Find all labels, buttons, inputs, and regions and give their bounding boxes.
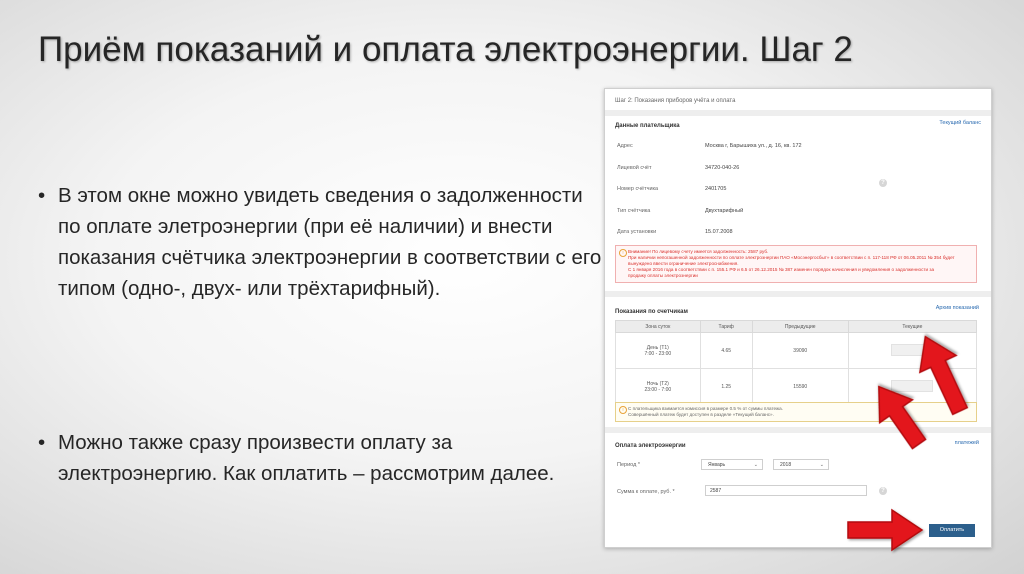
zone-time: 7:00 - 23:00 (644, 350, 672, 357)
payment-section-title: Оплата электроэнергии (615, 443, 686, 449)
bullet-text: В этом окне можно увидеть сведения о задолженности по оплате элетроэнергии (при её наличии) и внести показания счётчика электроэнергии в соответствии с его типом (одно-, двух- или трёхтарифный). (58, 184, 602, 300)
warning-line: С 1 января 2016 года в соответствии с п. 155.1 РФ и 6.5 от 26.12.2015 № 387 изменен порядок начисления и уведомления о задолженности за (628, 267, 935, 272)
bullet-dot: • (38, 431, 46, 454)
step-header: Шаг 2: Показания приборов учёта и оплата (615, 98, 736, 104)
address-value: Москва г, Барышиха ул., д. 16, кв. 172 (705, 143, 802, 149)
sum-label: Сумма к оплате, руб. * (617, 489, 675, 495)
install-date-label: Дата установки (617, 229, 657, 235)
current-balance-link[interactable]: Текущий баланс (939, 120, 981, 126)
address-label: Адрес (617, 143, 633, 149)
red-arrow-pay-icon (848, 510, 922, 550)
previous-reading-cell: 15590 (752, 369, 848, 405)
chevron-down-icon: ⌄ (819, 462, 824, 468)
column-header: Тариф (700, 321, 752, 333)
meters-section-title: Показания по счетчикам (615, 309, 688, 315)
meter-number-value: 2401705 (705, 186, 727, 192)
slide-title: Приём показаний и оплата электроэнергии. Шаг 2 (38, 30, 853, 69)
warning-line: Внимание! По лицевому счету имеется задолженность: 2587 руб. (628, 249, 769, 254)
sum-input[interactable]: 2587 (705, 485, 867, 496)
note-line: С плательщика взимается комиссия в размере 0.5 % от суммы платежа. (628, 406, 783, 411)
meter-type-label: Тип счётчика (617, 208, 651, 214)
month-value: Январь (708, 462, 726, 468)
account-value: 34720-040-26 (705, 165, 740, 171)
chevron-down-icon: ⌄ (753, 462, 758, 468)
tariff-cell: 4.65 (700, 333, 752, 369)
bullet-dot: • (38, 184, 46, 207)
payer-section-title: Данные плательщика (615, 123, 680, 129)
note-line: Совершённый платеж будет доступен в разделе «Текущий баланс». (628, 412, 774, 417)
warning-line: При наличии непогашенной задолженности по оплате электроэнергии ПАО «Мосэнергосбыт» в соответствии с п. 117-118 РФ от 06.05.2011 № 354 будет (628, 255, 955, 260)
previous-reading-cell: 39090 (752, 333, 848, 369)
pay-button[interactable]: Оплатить (929, 524, 975, 537)
meter-number-label: Номер счётчика (617, 186, 659, 192)
red-arrow-lower-icon (862, 375, 935, 455)
tariff-cell: 1.25 (700, 369, 752, 405)
readings-archive-link[interactable]: Архив показаний (935, 305, 979, 311)
help-icon[interactable]: ? (879, 179, 887, 187)
info-icon: ! (619, 406, 627, 414)
meter-type-value: Двухтарифный (705, 208, 744, 214)
warning-line: вынуждено ввести ограничение электроснабжения. (628, 261, 739, 266)
zone-name: Ночь (T2) (646, 380, 669, 387)
zone-time: 23:00 - 7:00 (644, 386, 672, 393)
bullet-text: Можно также сразу произвести оплату за электроэнергию. Как оплатить – рассмотрим далее. (58, 431, 555, 485)
period-label: Период * (617, 462, 640, 468)
warning-icon: ! (619, 249, 627, 257)
zone-name: День (T1) (646, 344, 669, 351)
red-arrow-upper-icon (907, 328, 978, 419)
column-header: Текущие (848, 321, 976, 333)
install-date-value: 15.07.2008 (705, 229, 733, 235)
warning-line: продажу оплаты электроэнергии (628, 273, 698, 278)
help-icon[interactable]: ? (879, 487, 887, 495)
column-header: Зона суток (616, 321, 701, 333)
year-value: 2018 (780, 462, 792, 468)
column-header: Предыдущие (752, 321, 848, 333)
account-label: Лицевой счёт (617, 165, 652, 171)
payment-history-link[interactable]: платежей (954, 440, 979, 446)
